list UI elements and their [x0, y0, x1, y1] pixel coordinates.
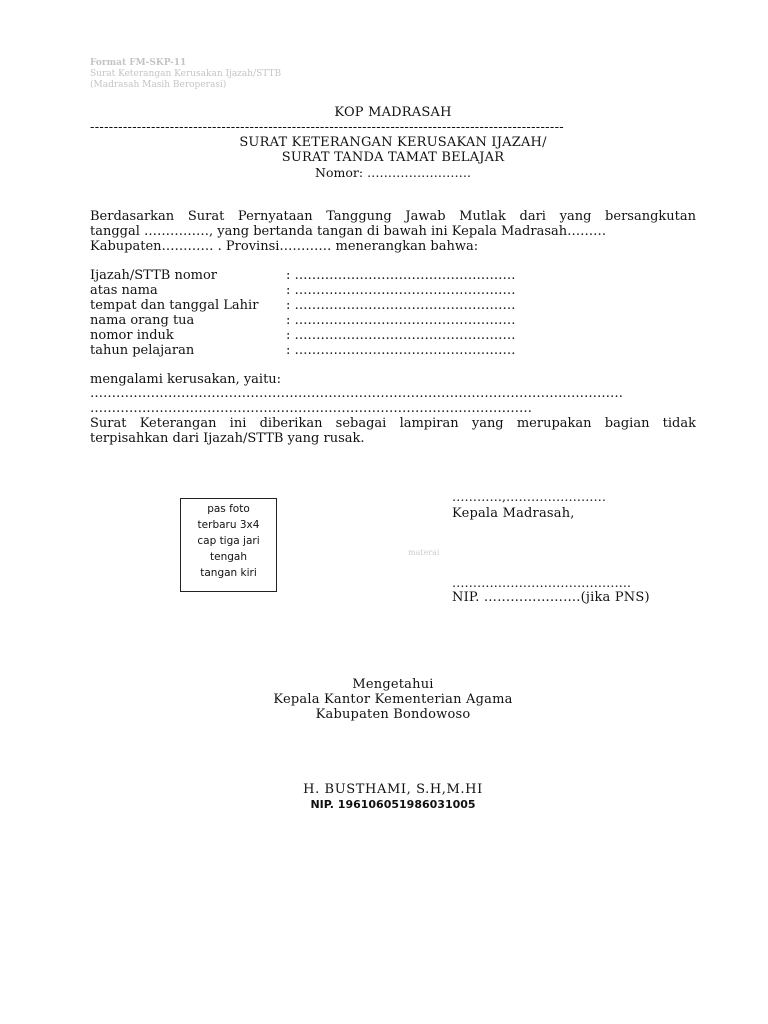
field-label: nomor induk [90, 328, 174, 343]
signature-place-date: …………,…………………… [452, 489, 606, 504]
field-label: atas nama [90, 283, 158, 298]
closing-line-1: Surat Keterangan ini diberikan sebagai lampiran yang merupakan bagian tidak [90, 416, 696, 431]
intro-line-3: Kabupaten………… . Provinsi………… menerangkan bahwa: [90, 239, 479, 254]
photo-box [180, 498, 277, 592]
format-note: (Madrasah Masih Beroperasi) [90, 80, 227, 90]
field-label: nama orang tua [90, 313, 195, 328]
title-line-2: SURAT TANDA TAMAT BELAJAR [281, 150, 505, 165]
damage-dots-line-1: …………………………………………………………………………………………………………… [90, 386, 623, 401]
letter-number: Nomor: ……………………. [315, 165, 471, 180]
damage-label: mengalami kerusakan, yaitu: [90, 372, 282, 387]
field-value: : …………………………………………… [286, 328, 516, 343]
field-label: tahun pelajaran [90, 343, 195, 358]
approval-regency: Kabupaten Bondowoso [315, 707, 471, 722]
photo-box-line: tangan kiri [200, 567, 257, 579]
closing-line-2: terpisahkan dari Ijazah/STTB yang rusak. [90, 431, 365, 446]
field-value: : …………………………………………… [286, 268, 516, 283]
field-value: : …………………………………………… [286, 283, 516, 298]
kop-madrasah: KOP MADRASAH [334, 105, 452, 120]
field-value: : …………………………………………… [286, 298, 516, 313]
materai-stamp-label: materai [408, 548, 440, 557]
approval-label: Mengetahui [352, 677, 434, 692]
approval-official-name: H. BUSTHAMI, S.H,M.HI [303, 782, 483, 797]
format-subject: Surat Keterangan Kerusakan Ijazah/STTB [90, 69, 282, 79]
format-code: Format FM-SKP-11 [90, 58, 187, 68]
field-value: : …………………………………………… [286, 343, 516, 358]
intro-line-2: tanggal ……………, yang bertanda tangan di bawah ini Kepala Madrasah……… [90, 224, 607, 239]
field-label: Ijazah/STTB nomor [90, 268, 218, 283]
photo-box-line: terbaru 3x4 [197, 519, 260, 531]
signature-position: Kepala Madrasah, [452, 506, 575, 521]
signature-nip: NIP. ………………….(jika PNS) [452, 590, 650, 605]
field-label: tempat dan tanggal Lahir [90, 298, 259, 313]
signature-name-line: ……………………………………. [452, 575, 631, 590]
photo-box-line: pas foto [207, 503, 250, 515]
damage-dots-line-2: ………………………………………………………………………………………… [90, 401, 532, 416]
photo-box-line: cap tiga jari [197, 535, 260, 547]
photo-box-line: tengah [210, 551, 247, 563]
intro-line-1: Berdasarkan Surat Pernyataan Tanggung Jawab Mutlak dari yang bersangkutan [90, 209, 696, 224]
approval-office: Kepala Kantor Kementerian Agama [273, 692, 513, 707]
title-line-1: SURAT KETERANGAN KERUSAKAN IJAZAH/ [239, 135, 547, 150]
field-value: : …………………………………………… [286, 313, 516, 328]
separator-line: ----------------------------------------------------------------------------------------------------- [90, 120, 564, 135]
approval-official-nip: NIP. 196106051986031005 [310, 798, 476, 811]
